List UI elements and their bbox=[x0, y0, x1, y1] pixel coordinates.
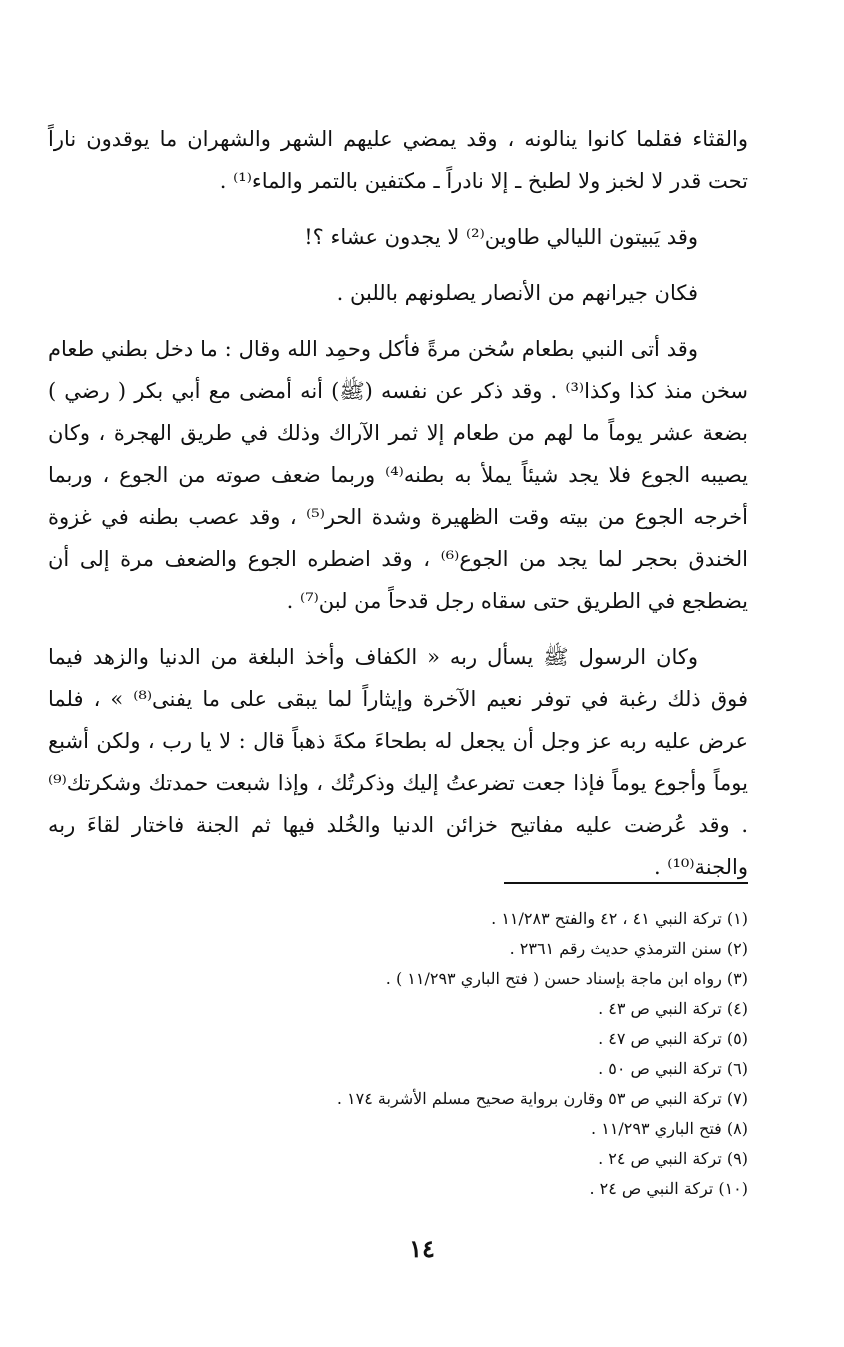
footnote: (٦) تركة النبي ص ٥٠ . bbox=[598, 1059, 748, 1078]
footnotes bbox=[48, 904, 748, 1204]
footnote-separator bbox=[504, 882, 748, 884]
paragraph: فكان جيرانهم من الأنصار يصلونهم باللبن . bbox=[336, 281, 698, 305]
footnote: (٨) فتح الباري ١١/٢٩٣ . bbox=[591, 1119, 748, 1138]
footnote: (١) تركة النبي ٤١ ، ٤٢ والفتح ١١/٢٨٣ . bbox=[491, 909, 748, 928]
paragraph: والقثاء فقلما كانوا ينالونه ، وقد يمضي عليهم الشهر والشهران ما يوقدون ناراً تحت قدر لا لخبز ولا لطبخ ـ إلا نادراً ـ مكتفين بالتمر والماء⁽¹⁾ . bbox=[48, 127, 748, 193]
footnote: (٣) رواه ابن ماجة بإسناد حسن ( فتح الباري ١١/٢٩٣ ) . bbox=[385, 969, 748, 988]
footnote: (٥) تركة النبي ص ٤٧ . bbox=[598, 1029, 748, 1048]
paragraph: وقد أتى النبي بطعام سُخن مرةً فأكل وحمِد الله وقال : ما دخل بطني طعام سخن منذ كذا وكذا⁽³⁾ . وقد ذكر عن نفسه (ﷺ) أنه أمضى مع أبي بكر ( رضي ) بضعة عشر يوماً ما لهم من طعام إلا ثمر الآراك وذلك في طريق الهجرة ، وكان يصيبه الجوع فلا يجد شيئاً يملأ به بطنه⁽⁴⁾ وربما ضعف صوته من الجوع ، وربما أخرجه الجوع من بيته وقت الظهيرة وشدة الحر⁽⁵⁾ ، وقد عصب بطنه في غزوة الخندق بحجر لما يجد من الجوع⁽⁶⁾ ، وقد اضطره الجوع والضعف مرة إلى أن يضطجع في الطريق حتى سقاه رجل قدحاً من لبن⁽⁷⁾ . bbox=[48, 337, 749, 613]
page-number: ١٤ bbox=[409, 1234, 435, 1263]
footnote: (٩) تركة النبي ص ٢٤ . bbox=[598, 1149, 748, 1168]
footnote: (١٠) تركة النبي ص ٢٤ . bbox=[589, 1179, 748, 1198]
main-text bbox=[48, 118, 748, 902]
footnote: (٢) سنن الترمذي حديث رقم ٢٣٦١ . bbox=[509, 939, 748, 958]
paragraph: وكان الرسول ﷺ يسأل ربه « الكفاف وأخذ البلغة من الدنيا والزهد فيما فوق ذلك رغبة في توفر نعيم الآخرة وإيثاراً لما يبقى على ما يفنى⁽⁸⁾ » ، فلما عرض عليه ربه عز وجل أن يجعل له بطحاءَ مكةَ ذهباً قال : لا يا رب ، ولكن أشبع يوماً وأجوع يوماً فإذا جعت تضرعتُ إليك وذكرتُك ، وإذا شبعت حمدتك وشكرتك⁽⁹⁾ . وقد عُرضت عليه مفاتيح خزائن الدنيا والخُلد فيها ثم الجنة فاختار لقاءَ ربه والجنة⁽¹⁰⁾ . bbox=[48, 645, 749, 879]
paragraph: وقد يَبيتون الليالي طاوين⁽²⁾ لا يجدون عشاء ؟! bbox=[304, 225, 698, 249]
footnote: (٤) تركة النبي ص ٤٣ . bbox=[598, 999, 748, 1018]
footnote: (٧) تركة النبي ص ٥٣ وقارن برواية صحيح مسلم الأشربة ١٧٤ . bbox=[336, 1089, 748, 1108]
